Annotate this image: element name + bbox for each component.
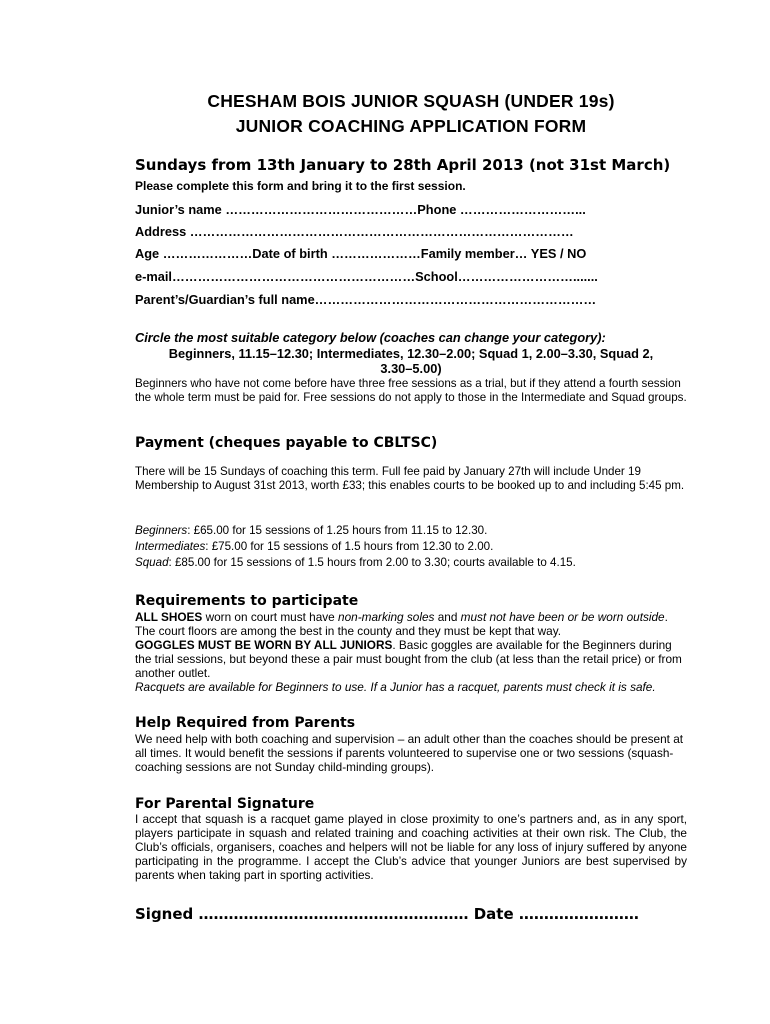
help-heading: Help Required from Parents <box>135 715 356 731</box>
payment-heading: Payment (cheques payable to CBLTSC) <box>135 435 438 451</box>
goggles-bold: GOGGLES MUST BE WORN BY ALL JUNIORS <box>135 638 393 652</box>
squad-fee-label: Squad <box>135 556 169 569</box>
age-dob-family-field[interactable]: Age …………………Date of birth …………………Family member… YES / NO <box>135 246 587 261</box>
guardian-name-field[interactable]: Parent’s/Guardian’s full name………………………………………………………… <box>135 292 597 307</box>
signature-heading: For Parental Signature <box>135 796 315 812</box>
shoes-text-3: . The court floors are among the best in the county and they must be kept that way. <box>135 610 668 638</box>
beginners-fee-text: : £65.00 for 15 sessions of 1.25 hours from 11.15 to 12.30. <box>187 524 488 537</box>
shoes-italic-1: non-marking soles <box>338 610 435 624</box>
category-prompt: Circle the most suitable category below (coaches can change your category): <box>135 330 606 345</box>
racquets-note: Racquets are available for Beginners to use. If a Junior has a racquet, parents must check it is safe. <box>135 680 656 694</box>
shoes-italic-2: must not have been or be worn outside <box>460 610 665 624</box>
signature-date-line[interactable]: Signed ……………………………………………… Date …………………… <box>135 905 639 923</box>
form-title-line2: JUNIOR COACHING APPLICATION FORM <box>235 116 587 136</box>
shoes-bold: ALL SHOES <box>135 610 203 624</box>
requirements-heading: Requirements to participate <box>135 593 359 609</box>
beginners-fee-label: Beginners <box>135 524 188 537</box>
beginners-trial-note: Beginners who have not come before have three free sessions as a trial, but if they attend a fourth session the whole term must be paid for. Free sessions do not apply to those in the Intermediate and Squad groups. <box>135 377 687 404</box>
fee-list <box>135 523 687 571</box>
juniors-name-phone-field[interactable]: Junior’s name ………………………………………Phone ………………………... <box>135 202 586 217</box>
intermediates-fee-label: Intermediates <box>135 540 206 553</box>
squad-fee-text: : £85.00 for 15 sessions of 1.5 hours from 2.00 to 3.30; courts available to 4.15. <box>168 556 576 569</box>
address-field[interactable]: Address ……………………………………………………………………………… <box>135 224 574 239</box>
form-title-line1: CHESHAM BOIS JUNIOR SQUASH (UNDER 19s) <box>207 91 615 111</box>
payment-body: There will be 15 Sundays of coaching this term. Full fee paid by January 27th will include Under 19 Membership to August 31st 2013, worth £33; this enables courts to be booked up to and including 5:45 pm. <box>135 465 685 492</box>
session-dates: Sundays from 13th January to 28th April 2013 (not 31st March) <box>135 156 671 174</box>
requirements-body <box>135 610 687 694</box>
form-instruction: Please complete this form and bring it to the first session. <box>135 179 466 193</box>
shoes-text-2: and <box>434 610 461 624</box>
goggles-text: . Basic goggles are available for the Beginners during the trial sessions, but beyond these a pair must bought from the club (at less than the retail price) or from another outlet. <box>135 638 682 680</box>
help-body: We need help with both coaching and supervision – an adult other than the coaches should be present at all times. It would benefit the sessions if parents volunteered to supervise one or two sessions (squash-coaching sessions are not Sunday child-minding groups). <box>135 732 684 774</box>
category-options[interactable] <box>135 346 687 376</box>
category-options-line1[interactable]: Beginners, 11.15–12.30; Intermediates, 12.30–2.00; Squad 1, 2.00–3.30, Squad 2, <box>168 346 654 361</box>
shoes-text-1: worn on court must have <box>202 610 339 624</box>
category-options-line2[interactable]: 3.30–5.00) <box>380 361 442 376</box>
email-school-field[interactable]: e-mail…………………………………………………School………………………....... <box>135 269 598 284</box>
intermediates-fee-text: : £75.00 for 15 sessions of 1.5 hours from 12.30 to 2.00. <box>205 540 494 553</box>
signature-body: I accept that squash is a racquet game played in close proximity to one’s partners and, as in any sport, players participate in squash and related training and coaching activities at their own risk. The Club, the Club’s officials, organisers, coaches and helpers will not be liable for any loss of injury suffered by anyone participating in the programme. I accept the Club’s advice that younger Juniors are best supervised by parents when taking part in sporting activities. <box>135 812 687 882</box>
